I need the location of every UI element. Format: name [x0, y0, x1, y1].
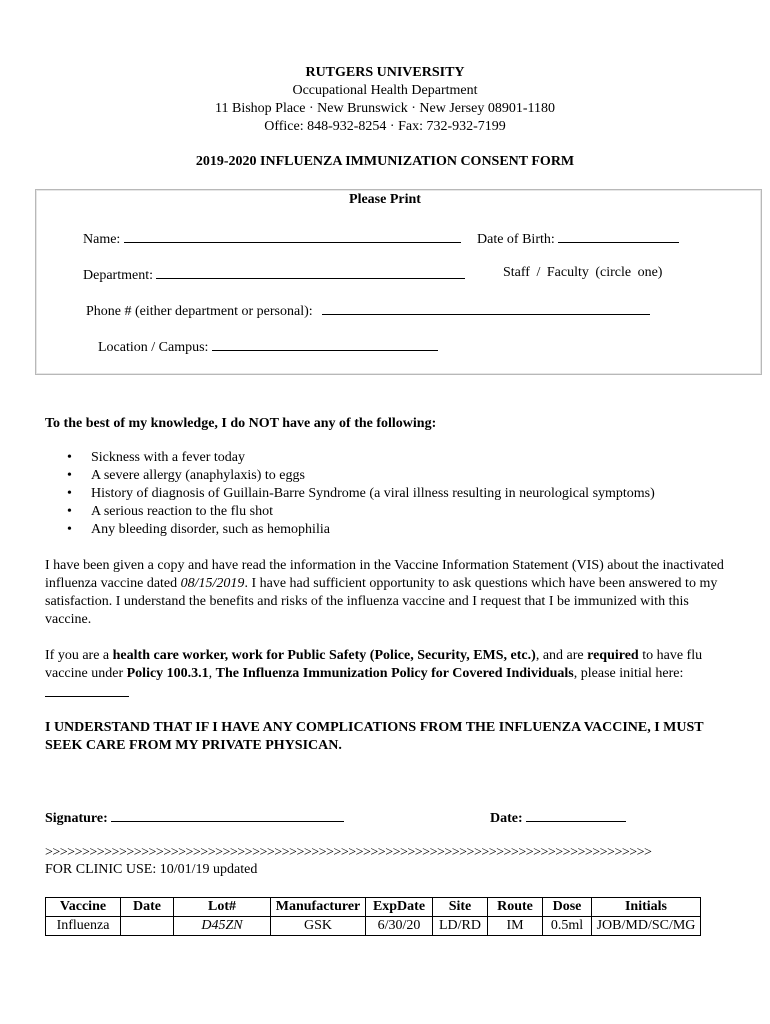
complications-warning: I UNDERSTAND THAT IF I HAVE ANY COMPLICATIONS FROM THE INFLUENZA VACCINE, I MUST SEEK CARE FROM MY PRIVATE PHYSICAN.: [45, 720, 704, 753]
table-row: [46, 917, 701, 936]
policy-text: If you are a: [45, 648, 113, 663]
staff-faculty-choice[interactable]: Staff / Faculty (circle one): [503, 265, 663, 280]
university-name: RUTGERS UNIVERSITY: [305, 65, 465, 80]
initial-input-line[interactable]: [45, 683, 129, 697]
address-line: 11 Bishop Place · New Brunswick · New Jersey 08901-1180: [215, 101, 555, 116]
department-name: Occupational Health Department: [292, 83, 478, 98]
policy-text: to have flu vaccine under: [45, 648, 703, 681]
name-input-line[interactable]: [124, 229, 461, 243]
vaccine-table: [45, 897, 701, 936]
location-input-line[interactable]: [212, 337, 438, 351]
please-print-heading: Please Print: [349, 192, 421, 207]
policy-paragraph: [45, 647, 725, 703]
list-item: • A severe allergy (anaphylaxis) to eggs: [91, 467, 655, 485]
dob-input-line[interactable]: [558, 229, 679, 243]
signature-input-line[interactable]: [111, 808, 344, 822]
table-header: Route: [488, 898, 543, 917]
phone-label: Phone # (either department or personal):: [86, 304, 313, 319]
list-item: • History of diagnosis of Guillain-Barre Syndrome (a viral illness resulting in neurological symptoms): [91, 485, 655, 503]
signature-label: Signature:: [45, 811, 108, 826]
clinic-use-label: FOR CLINIC USE: 10/01/19 updated: [45, 862, 258, 877]
policy-text: ,: [208, 666, 216, 681]
form-title: 2019-2020 INFLUENZA IMMUNIZATION CONSENT FORM: [195, 154, 575, 169]
department-input-line[interactable]: [156, 265, 465, 279]
phone-field-row: [86, 301, 650, 320]
vis-text-1: I have been given a copy and have read the information in the Vaccine Information Statement (VIS) about the inactivated influenza vaccine dated: [45, 558, 724, 591]
table-header: Dose: [543, 898, 592, 917]
date-label: Date:: [490, 811, 523, 826]
table-cell: D45ZN: [174, 917, 271, 936]
table-header: Initials: [592, 898, 701, 917]
date-input-line[interactable]: [526, 808, 626, 822]
location-field-row: [98, 337, 438, 356]
name-label: Name:: [83, 232, 121, 247]
table-cell: 0.5ml: [543, 917, 592, 936]
table-header: Date: [121, 898, 174, 917]
table-cell: 6/30/20: [366, 917, 433, 936]
table-cell: Influenza: [46, 917, 121, 936]
conditions-list: [45, 449, 655, 539]
letterhead: [0, 64, 770, 136]
vis-paragraph: [45, 557, 725, 629]
table-header: ExpDate: [366, 898, 433, 917]
table-cell: JOB/MD/SC/MG: [592, 917, 701, 936]
list-item: • A serious reaction to the flu shot: [91, 503, 655, 521]
policy-bold-text: health care worker, work for Public Safety (Police, Security, EMS, etc.): [112, 648, 536, 663]
table-header: Vaccine: [46, 898, 121, 917]
table-header: Manufacturer: [271, 898, 366, 917]
table-cell: IM: [488, 917, 543, 936]
phone-input-line[interactable]: [322, 301, 650, 315]
table-header: Lot#: [174, 898, 271, 917]
table-header: Site: [433, 898, 488, 917]
dob-label: Date of Birth:: [477, 232, 555, 247]
signature-row: [45, 808, 735, 827]
policy-number: Policy 100.3.1: [126, 666, 209, 681]
department-label: Department:: [83, 268, 153, 283]
policy-bold-text: required: [587, 648, 639, 663]
list-item: • Sickness with a fever today: [91, 449, 655, 467]
department-field-row: [83, 265, 465, 284]
vis-text-2: . I have had sufficient opportunity to ask questions which have been answered to my satisfaction. I understand the benefits and risks of the influenza vaccine and I request that I be immunized with this vaccine.: [45, 576, 718, 627]
policy-text: , and are: [535, 648, 588, 663]
arrow-divider: >>>>>>>>>>>>>>>>>>>>>>>>>>>>>>>>>>>>>>>>>>>>>>>>>>>>>>>>>>>>>>>>>>>>>>>>>>>>>>>>>>: [45, 845, 652, 860]
date-field: [490, 808, 626, 827]
table-cell: GSK: [271, 917, 366, 936]
policy-title: The Influenza Immunization Policy for Covered Individuals: [215, 666, 574, 681]
dob-field-row: [477, 229, 679, 248]
name-field-row: [83, 229, 461, 248]
table-cell[interactable]: [121, 917, 174, 936]
location-label: Location / Campus:: [98, 340, 209, 355]
contact-line: Office: 848-932-8254 · Fax: 732-932-7199: [264, 119, 506, 134]
vis-date: 08/15/2019: [180, 576, 245, 591]
table-cell: LD/RD: [433, 917, 488, 936]
list-item: • Any bleeding disorder, such as hemophilia: [91, 521, 655, 539]
knowledge-heading: To the best of my knowledge, I do NOT have any of the following:: [45, 416, 437, 431]
table-header-row: [46, 898, 701, 917]
policy-text: , please initial here:: [573, 666, 684, 681]
